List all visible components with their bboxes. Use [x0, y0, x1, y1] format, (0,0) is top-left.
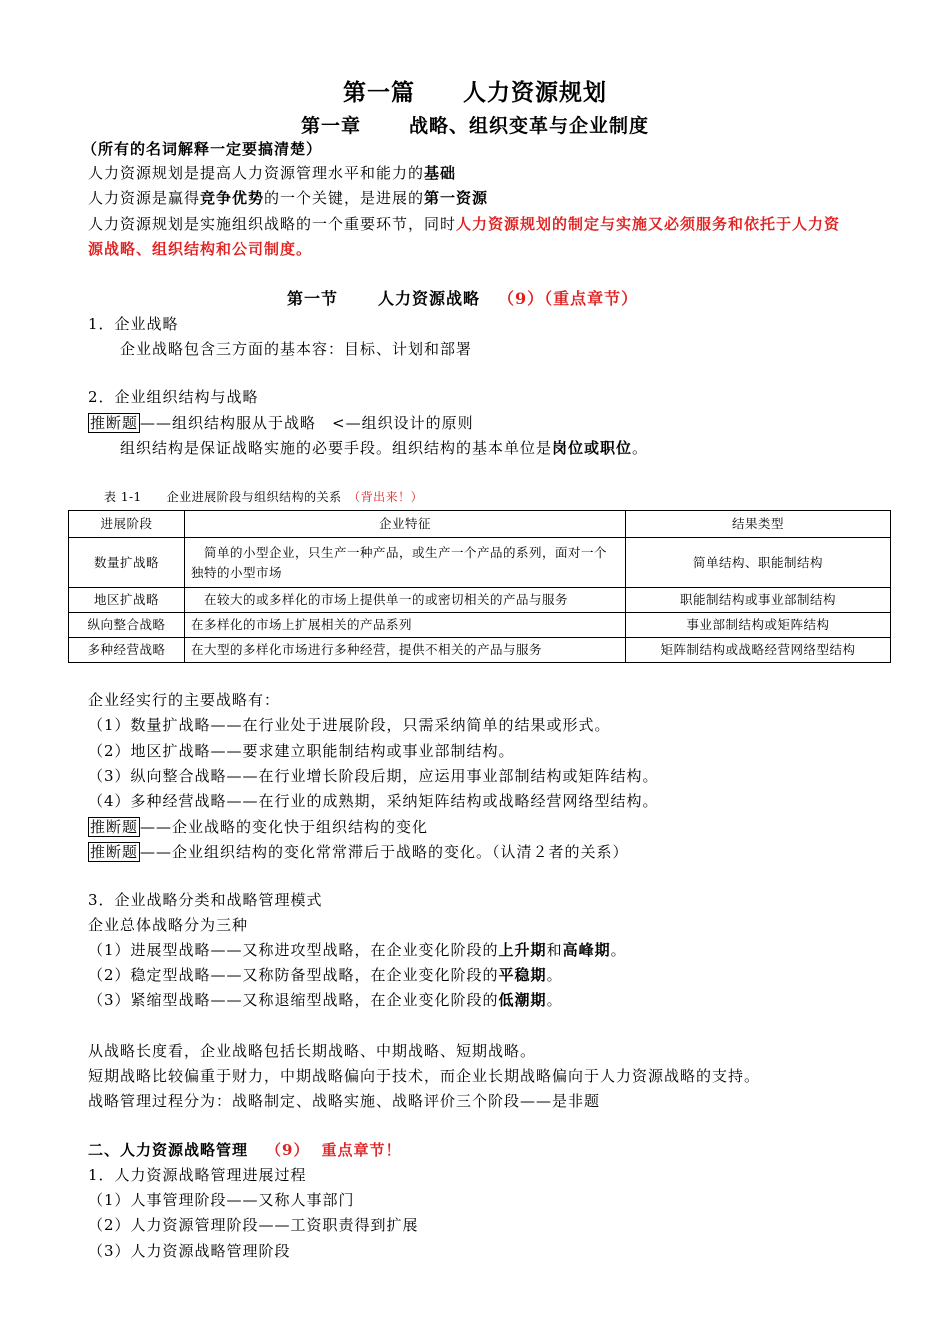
table-cell: 多种经营战略	[69, 638, 185, 663]
table-cell: 简单结构、职能制结构	[626, 538, 891, 588]
s2-step: （1）人事管理阶段——又称人事部门	[88, 1191, 355, 1209]
strategy-item: （4）多种经营战略——在行业的成熟期，采纳矩阵结构或战略经营网络型结构。	[88, 792, 659, 810]
strategies-lead: 企业经实行的主要战略有：	[88, 691, 281, 709]
table-row	[69, 613, 891, 638]
table-cell: 在大型的多样化市场进行多种经营，提供不相关的产品与服务	[185, 638, 626, 663]
keyword-first-resource: 第一资源	[424, 189, 489, 207]
s2-item1: 1．人力资源战略管理进展过程	[88, 1166, 307, 1184]
chapter-heading	[0, 111, 950, 138]
keyword-basis: 基础	[424, 164, 457, 182]
table-row	[69, 638, 891, 663]
chapter-name: 战略、组织变革与企业制度	[409, 115, 650, 137]
strategies-judge3: 推断题 ——企业组织结构的变化常常滞后于战略的变化。（认清２者的关系）	[90, 843, 629, 861]
section2-key: 重点章节！	[321, 1141, 402, 1159]
part-title: 第一篇	[343, 79, 415, 106]
section2-title: 二、人力资源战略管理	[88, 1141, 249, 1159]
s1-item2-body: 组织结构是保证战略实施的必要手段。组织结构的基本单位是岗位或职位。	[120, 439, 649, 457]
keyword-position: 岗位或职位	[552, 439, 633, 457]
table-row	[69, 588, 891, 613]
table-header-cell: 企业特征	[185, 511, 626, 538]
table-cell: 在多样化的市场上扩展相关的产品系列	[185, 613, 626, 638]
table-header-cell: 结果类型	[626, 511, 891, 538]
table-cell: 纵向整合战略	[69, 613, 185, 638]
part-name: 人力资源规划	[463, 79, 607, 106]
judge-label: 推断题	[90, 818, 139, 836]
table-cell: 职能制结构或事业部制结构	[626, 588, 891, 613]
table-header-cell: 进展阶段	[69, 511, 185, 538]
s1-item2: 2．企业组织结构与战略	[88, 388, 259, 406]
intro-line-3: 人力资源规划是实施组织战略的一个重要环节，同时人力资源规划的制定与实施又必须服务和依托于人力资	[88, 215, 841, 233]
s1-item1-body: 企业战略包含三方面的基本容：目标、计划和部署	[120, 340, 473, 358]
judge-label: 推断题	[90, 843, 139, 861]
s1-item3-lead: 企业总体战略分为三种	[88, 916, 249, 934]
s1-item3: 3．企业战略分类和战略管理模式	[88, 891, 323, 909]
length-line-1: 从战略长度看，企业战略包括长期战略、中期战略、短期战略。	[88, 1042, 537, 1060]
s2-step: （2）人力资源管理阶段——工资职责得到扩展	[88, 1216, 419, 1234]
table-row	[69, 538, 891, 588]
table-cell: 简单的小型企业，只生产一种产品，或生产一个产品的系列，面对一个独特的小型市场	[185, 538, 626, 588]
intro-line-4: 源战略、组织结构和公司制度。	[88, 240, 313, 258]
section1-key: （重点章节）	[544, 289, 639, 308]
strategy-item: （2）地区扩战略——要求建立职能制结构或事业部制结构。	[88, 742, 515, 760]
note-terms: （所有的名词解释一定要搞清楚）	[82, 140, 323, 158]
table-caption: 表 1-1 企业进展阶段与组织结构的关系 （背出来！）	[104, 490, 424, 504]
length-line-2: 短期战略比较偏重于财力，中期战略偏向于技术，而企业长期战略偏向于人力资源战略的支持。	[88, 1067, 761, 1085]
table-cell: 矩阵制结构或战略经营网络型结构	[626, 638, 891, 663]
keyword-advantage: 竞争优势	[200, 189, 265, 207]
section1-name: 人力资源战略	[378, 289, 481, 308]
table-cell: 地区扩战略	[69, 588, 185, 613]
strategy-item: （3）纵向整合战略——在行业增长阶段后期，应运用事业部制结构或矩阵结构。	[88, 767, 659, 785]
intro-highlight: 人力资源规划的制定与实施又必须服务和依托于人力资	[456, 215, 841, 233]
strategy-type: （1）进展型战略——又称进攻型战略，在企业变化阶段的上升期和高峰期。	[88, 941, 627, 959]
intro-line-2: 人力资源是赢得竞争优势的一个关键，是进展的第一资源	[88, 189, 489, 207]
strategy-item: （1）数量扩战略——在行业处于进展阶段，只需采纳简单的结果或形式。	[88, 716, 611, 734]
table-caption-note: （背出来！）	[354, 490, 424, 504]
section1-score: （9）	[498, 289, 545, 308]
section2-score: （9）	[266, 1141, 310, 1159]
strategy-type: （3）紧缩型战略——又称退缩型战略，在企业变化阶段的低潮期。	[88, 991, 563, 1009]
section1-title: 第一节	[287, 289, 339, 308]
length-line-3: 战略管理过程分为：战略制定、战略实施、战略评价三个阶段——是非题	[88, 1092, 601, 1110]
chapter-title: 第一章	[300, 115, 361, 137]
table-cell: 数量扩战略	[69, 538, 185, 588]
table-cell: 在较大的或多样化的市场上提供单一的或密切相关的产品与服务	[185, 588, 626, 613]
s1-item1: 1．企业战略	[88, 315, 179, 333]
section2-heading	[88, 1139, 401, 1161]
section1-heading	[287, 287, 638, 311]
strategies-judge2: 推断题 ——企业战略的变化快于组织结构的变化	[90, 818, 429, 836]
s1-judge1: 推断题 ——组织结构服从于战略 <—组织设计的原则	[90, 414, 474, 432]
table-cell: 事业部制结构或矩阵结构	[626, 613, 891, 638]
stage-structure-table	[68, 510, 891, 663]
s2-step: （3）人力资源战略管理阶段	[88, 1242, 291, 1260]
judge-label: 推断题	[90, 414, 139, 432]
strategy-type: （2）稳定型战略——又称防备型战略，在企业变化阶段的平稳期。	[88, 966, 563, 984]
part-heading	[0, 74, 950, 107]
table-header-row	[69, 511, 891, 538]
intro-line-1: 人力资源规划是提高人力资源管理水平和能力的基础	[88, 164, 457, 182]
